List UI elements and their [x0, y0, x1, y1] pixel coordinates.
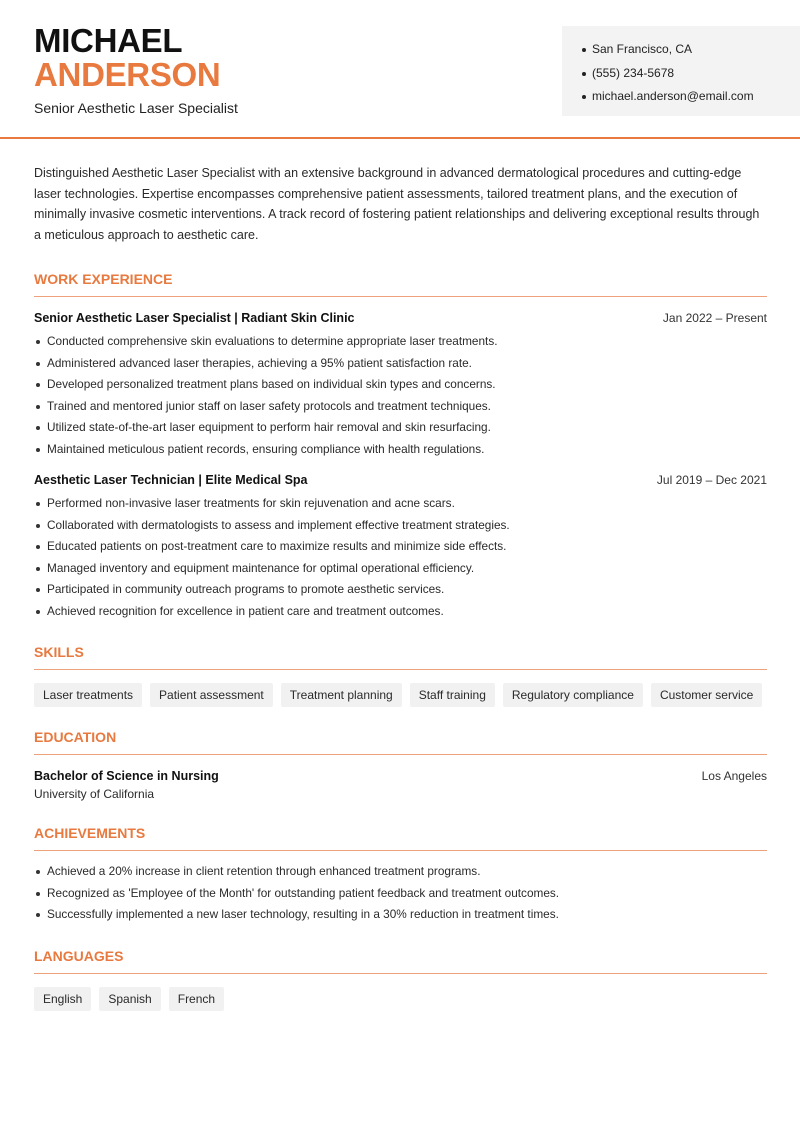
candidate-name	[34, 24, 220, 92]
job-entry	[34, 311, 767, 460]
section-title-work: WORK EXPERIENCE	[34, 271, 767, 297]
school-name: University of California	[34, 787, 155, 801]
list-item: Participated in community outreach programs to promote aesthetic services.	[34, 579, 767, 601]
job-header	[34, 311, 767, 325]
list-item: Educated patients on post-treatment care to maximize results and minimize side effects.	[34, 536, 767, 558]
job-dates: Jan 2022 – Present	[662, 311, 767, 325]
contact-phone: (555) 234-5678	[582, 62, 800, 86]
education-location: Los Angeles	[701, 769, 767, 783]
list-item: Developed personalized treatment plans based on individual skin types and concerns.	[34, 374, 767, 396]
list-item: Utilized state-of-the-art laser equipment to perform hair removal and skin resurfacing.	[34, 417, 767, 439]
last-name: ANDERSON	[34, 56, 221, 93]
achievements-section	[34, 825, 767, 926]
section-title-achievements: ACHIEVEMENTS	[34, 825, 767, 851]
contact-email[interactable]: michael.anderson@email.com	[582, 85, 800, 109]
skill-chip: Treatment planning	[281, 683, 402, 707]
skill-chip: Laser treatments	[34, 683, 142, 707]
list-item: Conducted comprehensive skin evaluations to determine appropriate laser treatments.	[34, 331, 767, 353]
job-title: Senior Aesthetic Laser Specialist | Radiant Skin Clinic	[34, 311, 355, 325]
list-item: Achieved a 20% increase in client retention through enhanced treatment programs.	[34, 861, 767, 883]
list-item: Maintained meticulous patient records, ensuring compliance with health regulations.	[34, 439, 767, 461]
resume-body	[34, 163, 767, 1011]
section-title-languages: LANGUAGES	[34, 948, 767, 974]
skills-section	[34, 644, 767, 707]
skill-chip: Regulatory compliance	[503, 683, 643, 707]
language-chip: English	[34, 987, 91, 1011]
skill-chip: Customer service	[651, 683, 762, 707]
achievements-list	[34, 861, 767, 926]
job-header	[34, 473, 767, 487]
job-title: Aesthetic Laser Technician | Elite Medical Spa	[34, 473, 308, 487]
education-header	[34, 769, 767, 783]
section-title-skills: SKILLS	[34, 644, 767, 670]
first-name: MICHAEL	[34, 22, 183, 59]
contact-box	[562, 26, 800, 116]
list-item: Recognized as 'Employee of the Month' for outstanding patient feedback and treatment outcomes.	[34, 883, 767, 905]
job-role: Senior Aesthetic Laser Specialist	[34, 100, 238, 116]
job-bullets	[34, 493, 767, 622]
summary-text: Distinguished Aesthetic Laser Specialist with an extensive background in advanced dermatological procedures and cutting-edge laser technologies. Expertise encompasses comprehensive patient assessments, tailored treatment plans, and the execution of minimally invasive cosmetic interventions. A track record of fostering patient relationships and delivering exceptional results through a meticulous approach to aesthetic care.	[34, 166, 760, 242]
job-entry	[34, 473, 767, 622]
degree-title: Bachelor of Science in Nursing	[34, 769, 219, 783]
language-chip: French	[169, 987, 224, 1011]
contact-list	[562, 26, 800, 109]
language-chip: Spanish	[99, 987, 160, 1011]
list-item: Trained and mentored junior staff on laser safety protocols and treatment techniques.	[34, 396, 767, 418]
job-bullets	[34, 331, 767, 460]
list-item: Administered advanced laser therapies, achieving a 95% patient satisfaction rate.	[34, 353, 767, 375]
skills-chips	[34, 683, 767, 707]
education-entry	[34, 769, 767, 801]
languages-chips	[34, 987, 767, 1011]
contact-location: San Francisco, CA	[582, 38, 800, 62]
section-title-education: EDUCATION	[34, 729, 767, 755]
list-item: Collaborated with dermatologists to assess and implement effective treatment strategies.	[34, 515, 767, 537]
resume-header	[0, 0, 800, 139]
list-item: Managed inventory and equipment maintenance for optimal operational efficiency.	[34, 558, 767, 580]
work-experience-section	[34, 271, 767, 622]
languages-section	[34, 948, 767, 1011]
list-item: Achieved recognition for excellence in patient care and treatment outcomes.	[34, 601, 767, 623]
list-item: Performed non-invasive laser treatments for skin rejuvenation and acne scars.	[34, 493, 767, 515]
skill-chip: Staff training	[410, 683, 495, 707]
education-section	[34, 729, 767, 801]
skill-chip: Patient assessment	[150, 683, 273, 707]
list-item: Successfully implemented a new laser technology, resulting in a 30% reduction in treatment times.	[34, 904, 767, 926]
job-dates: Jul 2019 – Dec 2021	[656, 473, 767, 487]
